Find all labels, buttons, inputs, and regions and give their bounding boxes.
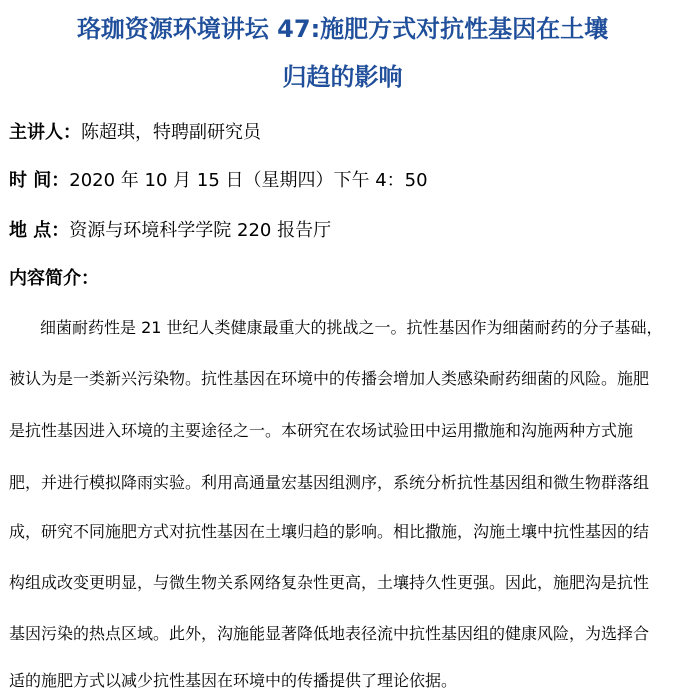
time-value: 2020 年 10 月 15 日（星期四）下午 4：50 [69,170,428,191]
page-title-line-1: 珞珈资源环境讲坛 47:施肥方式对抗性基因在土壤 [76,15,609,43]
paragraph-line: 细菌耐药性是 21 世纪人类健康最重大的挑战之一。抗性基因作为细菌耐药的分子基础， [40,318,663,337]
paragraph-line: 肥，并进行模拟降雨实验。利用高通量宏基因组测序，系统分析抗性基因组和微生物群落组 [9,473,650,492]
place-value: 资源与环境科学学院 220 报告厅 [69,220,332,241]
time-row [9,168,428,194]
paragraph-line: 构组成改变更明显，与微生物关系网络复杂性更高，土壤持久性更强。因此，施肥沟是抗性 [9,573,650,592]
speaker-row [9,120,261,146]
speaker-value: 陈超琪，特聘副研究员 [81,122,261,143]
place-label: 地 点： [9,220,70,241]
page-title-line-2: 归趋的影响 [282,63,403,91]
intro-heading [9,266,99,292]
paragraph-line: 成，研究不同施肥方式对抗性基因在土壤归趋的影响。相比撒施，沟施土壤中抗性基因的结 [9,522,650,541]
paragraph-line: 被认为是一类新兴污染物。抗性基因在环境中的传播会增加人类感染耐药细菌的风险。施肥 [9,369,650,388]
paragraph-line: 基因污染的热点区域。此外，沟施能显著降低地表径流中抗性基因组的健康风险，为选择合 [9,624,650,643]
intro-label: 内容简介： [9,268,99,289]
paragraph-line: 是抗性基因进入环境的主要途径之一。本研究在农场试验田中运用撒施和沟施两种方式施 [9,421,634,440]
time-label: 时 间： [9,170,70,191]
speaker-label: 主讲人： [9,122,81,143]
place-row [9,218,331,244]
paragraph-line: 适的施肥方式以减少抗性基因在环境中的传播提供了理论依据。 [9,671,458,690]
